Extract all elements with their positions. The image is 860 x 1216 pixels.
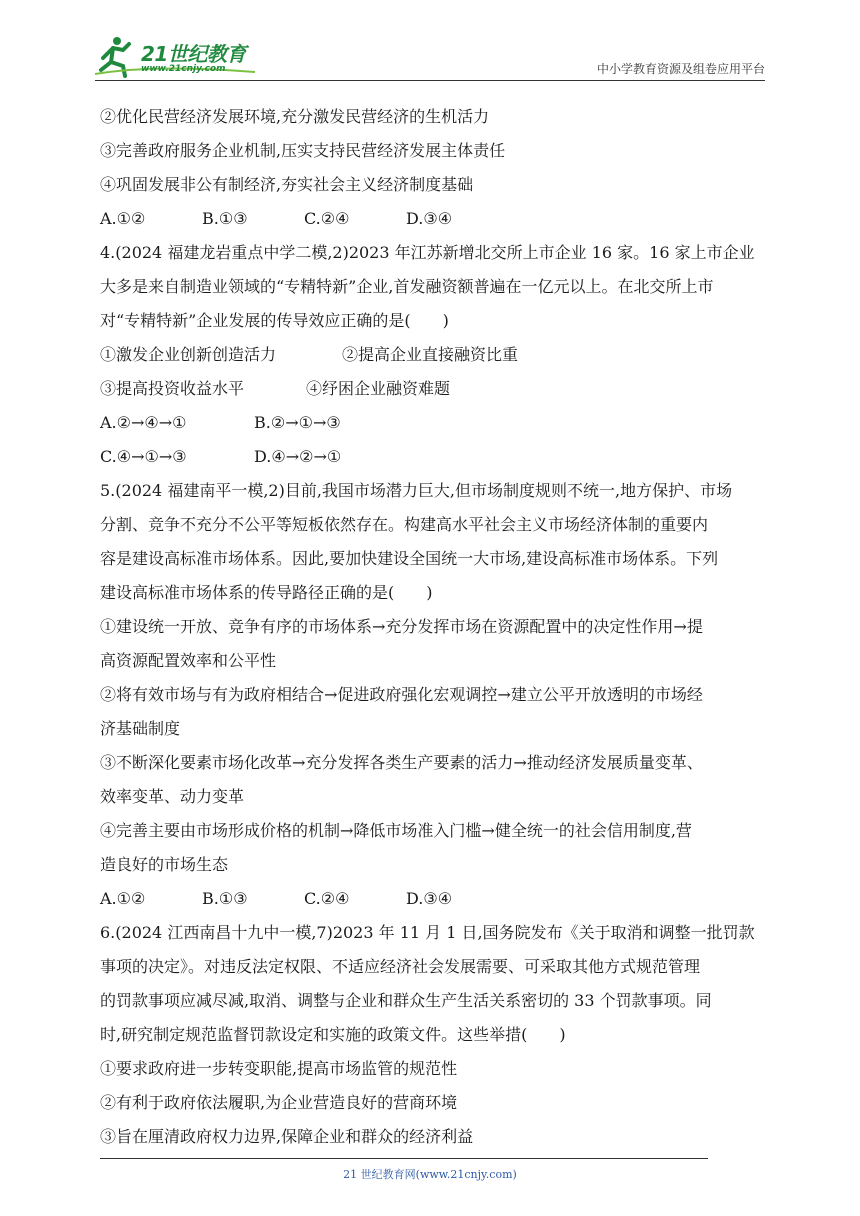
q5-options xyxy=(100,882,765,916)
statement-2: 济基础制度 xyxy=(100,719,181,738)
statement-3: ③旨在厘清政府权力边界,保障企业和群众的经济利益 xyxy=(100,1127,474,1146)
question-5-stem: 建设高标准市场体系的传导路径正确的是( ) xyxy=(100,583,433,602)
option-b: B.①③ xyxy=(202,889,248,908)
option-d: D.③④ xyxy=(406,209,453,228)
statement: ④纾困企业融资难题 xyxy=(306,379,451,398)
statement-3: ③完善政府服务企业机制,压实支持民营经济发展主体责任 xyxy=(100,141,506,160)
platform-name: 中小学教育资源及组卷应用平台 xyxy=(596,62,765,76)
statement-1: ①建设统一开放、竞争有序的市场体系→充分发挥市场在资源配置中的决定性作用→提 xyxy=(100,617,703,636)
logo-text: 21世纪教育 xyxy=(141,42,246,66)
document-body xyxy=(100,100,765,1154)
q4-statements xyxy=(100,372,765,406)
option-a: A.①② xyxy=(100,209,146,228)
statement-2: ②有利于政府依法履职,为企业营造良好的营商环境 xyxy=(100,1093,458,1112)
statement-1: ①要求政府进一步转变职能,提高市场监管的规范性 xyxy=(100,1059,458,1078)
site-logo[interactable] xyxy=(95,34,265,78)
option-a: A.①② xyxy=(100,889,146,908)
option-b: B.①③ xyxy=(202,209,248,228)
statement-4: 造良好的市场生态 xyxy=(100,855,229,874)
statement: ②提高企业直接融资比重 xyxy=(342,345,519,364)
statement-3: 效率变革、动力变革 xyxy=(100,787,245,806)
footer-divider xyxy=(100,1158,708,1159)
option-c: C.④→①→③ xyxy=(100,447,187,466)
option-c: C.②④ xyxy=(304,889,350,908)
statement-2: ②将有效市场与有为政府相结合→促进政府强化宏观调控→建立公平开放透明的市场经 xyxy=(100,685,703,704)
option-a: A.②→④→① xyxy=(100,413,187,432)
statement: ③提高投资收益水平 xyxy=(100,379,245,398)
question-6-stem: 时,研究制定规范监督罚款设定和实施的政策文件。这些举措( ) xyxy=(100,1025,566,1044)
question-4-stem: 4.(2024 福建龙岩重点中学二模,2)2023 年江苏新增北交所上市企业 16 家。16 家上市企业 xyxy=(100,243,755,262)
question-5-stem: 分割、竞争不充分不公平等短板依然存在。构建高水平社会主义市场经济体制的重要内 xyxy=(100,515,709,534)
question-4-stem: 对“专精特新”企业发展的传导效应正确的是( ) xyxy=(100,311,449,330)
footer-link[interactable]: 21 世纪教育网(www.21cnjy.com) xyxy=(343,1168,517,1181)
option-b: B.②→①→③ xyxy=(254,413,341,432)
question-4-stem: 大多是来自制造业领域的“专精特新”企业,首发融资额普遍在一亿元以上。在北交所上市 xyxy=(100,277,714,296)
header-divider xyxy=(95,80,765,81)
question-5-stem: 5.(2024 福建南平一模,2)目前,我国市场潜力巨大,但市场制度规则不统一,地方保护、市场 xyxy=(100,481,733,500)
q4-options xyxy=(100,406,765,440)
statement-4: ④完善主要由市场形成价格的机制→降低市场准入门槛→健全统一的社会信用制度,营 xyxy=(100,821,692,840)
statement-4: ④巩固发展非公有制经济,夯实社会主义经济制度基础 xyxy=(100,175,474,194)
logo-url: www.21cnjy.com xyxy=(141,64,226,74)
q4-options xyxy=(100,440,765,474)
question-5-stem: 容是建设高标准市场体系。因此,要加快建设全国统一大市场,建设高标准市场体系。下列 xyxy=(100,549,719,568)
statement-2: ②优化民营经济发展环境,充分激发民营经济的生机活力 xyxy=(100,107,490,126)
page-header xyxy=(95,28,765,88)
q3-options xyxy=(100,202,765,236)
statement: ①激发企业创新创造活力 xyxy=(100,345,277,364)
question-6-stem: 事项的决定》。对违反法定权限、不适应经济社会发展需要、可采取其他方式规范管理 xyxy=(100,957,701,976)
statement-1: 高资源配置效率和公平性 xyxy=(100,651,277,670)
question-6-stem: 6.(2024 江西南昌十九中一模,7)2023 年 11 月 1 日,国务院发布《关于取消和调整一批罚款 xyxy=(100,923,755,942)
statement-3: ③不断深化要素市场化改革→充分发挥各类生产要素的活力→推动经济发展质量变革、 xyxy=(100,753,703,772)
option-d: D.③④ xyxy=(406,889,453,908)
question-6-stem: 的罚款事项应减尽减,取消、调整与企业和群众生产生活关系密切的 33 个罚款事项。同 xyxy=(100,991,712,1010)
option-d: D.④→②→① xyxy=(254,447,342,466)
option-c: C.②④ xyxy=(304,209,350,228)
q4-statements xyxy=(100,338,765,372)
